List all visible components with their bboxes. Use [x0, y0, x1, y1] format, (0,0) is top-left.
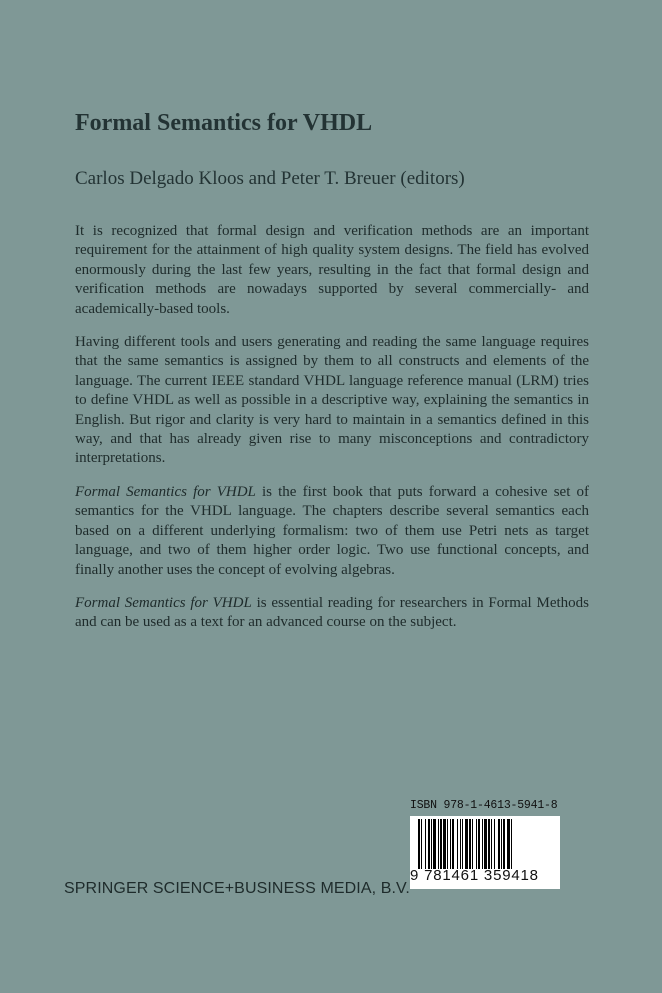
barcode-bar — [501, 819, 502, 869]
barcode-bar — [482, 819, 483, 869]
barcode-bar — [418, 819, 420, 869]
paragraph-4-text: is essential reading for researchers in Formal Methods and can be used as a text for an advanced course on the subject. — [75, 594, 589, 631]
book-title-italic: Formal Semantics for VHDL — [75, 483, 256, 500]
barcode-bar — [438, 819, 439, 869]
barcode-bar — [503, 819, 505, 869]
barcode-bar — [425, 819, 426, 869]
description-paragraph-2: Having different tools and users generating and reading the same language requires that the same semantics is assigned by them to all constructs and elements of the language. The current IEEE standard VHDL language reference manual (LRM) tries to define VHDL as well as possible in a descriptive way, explaining the semantics in English. But rigor and clarity is very hard to maintain in a semantics defined in this way, and that has already given rise to many misconceptions and contradictory interpretations. — [75, 334, 589, 467]
barcode-bar — [433, 819, 436, 869]
isbn-barcode — [410, 799, 560, 889]
isbn-label: ISBN 978-1-4613-5941-8 — [410, 799, 558, 812]
barcode-bar — [498, 819, 500, 869]
barcode-bar — [469, 819, 471, 869]
book-description — [75, 222, 589, 647]
paragraph-3-text: is the first book that puts forward a cohesive set of semantics for the VHDL language. The chapters describe several semantics each based on a different underlying formalism: two of them use Petri nets as target language, and two of them higher order logic. Two use functional concepts, and finally another uses the concept of evolving algebras. — [75, 483, 589, 578]
barcode-bar — [457, 819, 458, 869]
description-paragraph-4 — [75, 594, 589, 633]
barcode-bar — [511, 819, 512, 869]
barcode-bar — [460, 819, 461, 869]
barcode-bar — [491, 819, 492, 869]
barcode-bar — [484, 819, 487, 869]
barcode-digits: 9 781461 359418 — [410, 867, 539, 884]
barcode-bar — [494, 819, 495, 869]
barcode-panel — [410, 816, 560, 889]
barcode-bars — [418, 819, 554, 869]
barcode-bar — [450, 819, 451, 869]
barcode-bar — [478, 819, 480, 869]
barcode-bar — [447, 819, 448, 869]
barcode-bar — [421, 819, 422, 869]
barcode-bar — [462, 819, 463, 869]
publisher-name: SPRINGER SCIENCE+BUSINESS MEDIA, B.V. — [64, 880, 410, 897]
barcode-bar — [431, 819, 432, 869]
description-paragraph-3 — [75, 483, 589, 580]
barcode-bar — [428, 819, 430, 869]
book-authors: Carlos Delgado Kloos and Peter T. Breuer (editors) — [75, 168, 465, 189]
book-title-italic: Formal Semantics for VHDL — [75, 594, 252, 611]
description-paragraph-1: It is recognized that formal design and verification methods are an important requirement for the attainment of high quality system designs. The field has evolved enormously during the last few years, resulting in the fact that formal design and verification methods are nowadays supported by several commercially- and academically-based tools. — [75, 223, 589, 317]
book-title: Formal Semantics for VHDL — [75, 110, 373, 136]
barcode-bar — [476, 819, 477, 869]
barcode-bar — [443, 819, 446, 869]
barcode-bar — [465, 819, 468, 869]
barcode-bar — [488, 819, 490, 869]
barcode-bar — [452, 819, 454, 869]
barcode-bar — [507, 819, 510, 869]
barcode-bar — [472, 819, 473, 869]
barcode-bar — [440, 819, 442, 869]
